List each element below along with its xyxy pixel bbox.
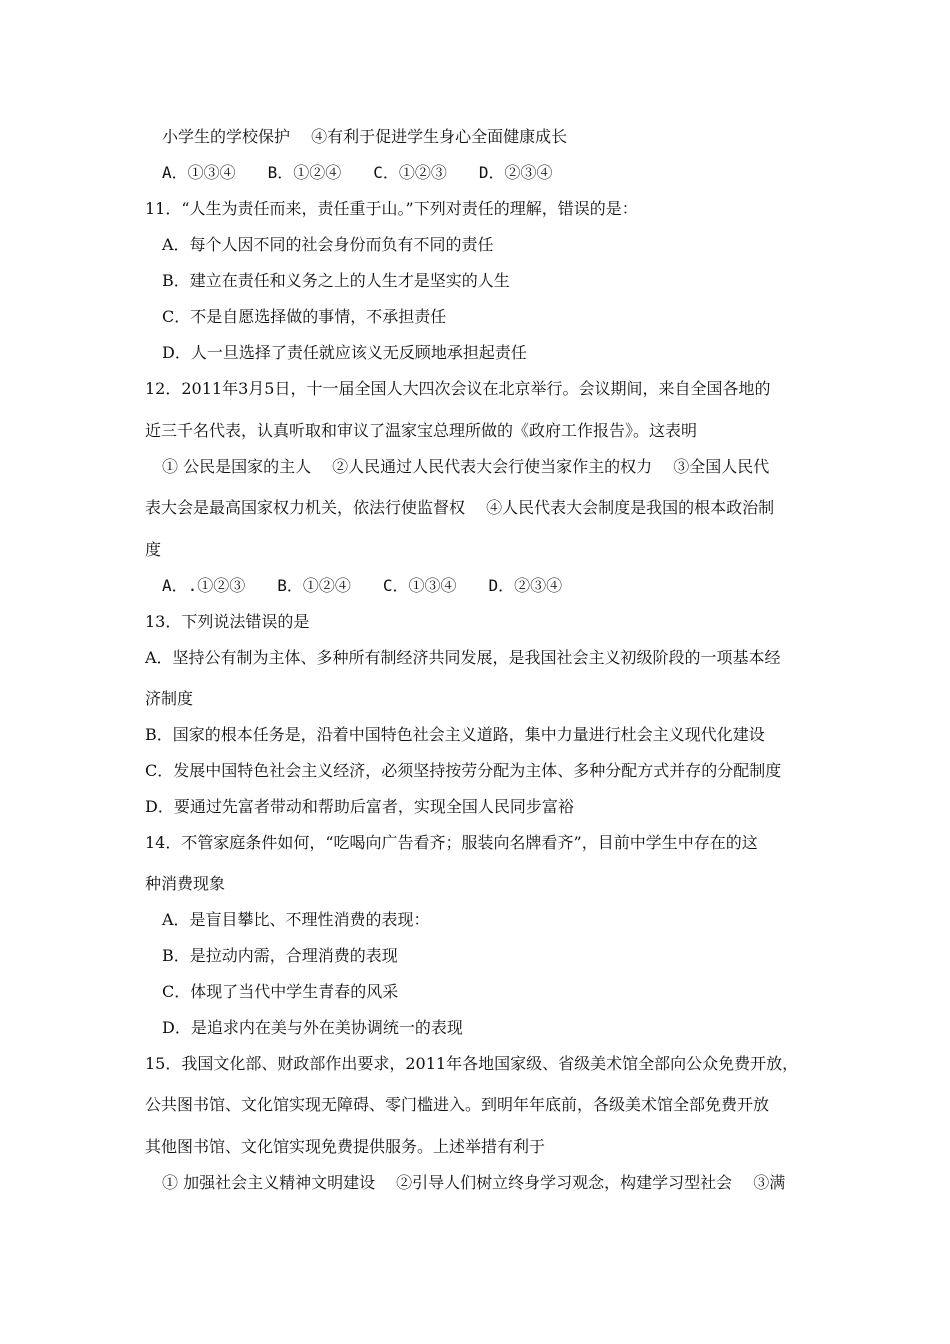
q13-option-b: B．国家的根本任务是，沿着中国特色社会主义道路，集中力量进行杜会主义现代化建设 [145,725,765,744]
q12-answer-choices: A．.①②③ B．①②④ C．①③④ D．②③④ [162,576,563,595]
q11-option-a: A．每个人因不同的社会身份而负有不同的责任 [162,235,494,254]
q13-option-c: C．发展中国特色社会主义经济，必须坚持按劳分配为主体、多种分配方式并存的分配制度 [145,761,782,780]
q15-items-line1: ① 加强社会主义精神文明建设 ②引导人们树立终身学习观念，构建学习型社会 ③满 [162,1173,786,1192]
q12-items-line2: 表大会是最高国家权力机关，依法行使监督权 ④人民代表大会制度是我国的根本政治制 [145,498,775,517]
q11-option-d: D．人一旦选择了责任就应该义无反顾地承担起责任 [162,343,527,362]
q14-option-b: B．是拉动内需，合理消费的表现 [162,946,398,965]
q15-stem-line3: 其他图书馆、文化馆实现免费提供服务。上述举措有利于 [145,1137,546,1156]
q14-option-a: A．是盲目攀比、不理性消费的表现： [162,910,430,929]
q13-stem: 13．下列说法错误的是 [145,612,310,631]
q12-stem-line2: 近三千名代表，认真听取和审议了温家宝总理所做的《政府工作报告》。这表明 [145,421,698,440]
q12-stem-line1: 12．2011年3月5日，十一届全国人大四次会议在北京举行。会议期间，来自全国各地的 [145,379,771,398]
q13-option-a-line2: 济制度 [145,689,194,708]
q13-option-d: D．要通过先富者带动和帮助后富者，实现全国人民同步富裕 [145,797,574,816]
q12-items-line3: 度 [145,540,162,559]
q14-stem-line1: 14．不管家庭条件如何，“吃喝向广告看齐；服装向名牌看齐”，目前中学生中存在的这 [145,833,758,852]
q10-option-text: 小学生的学校保护 ④有利于促进学生身心全面健康成长 [162,127,568,146]
q15-stem-line1: 15．我国文化部、财政部作出要求，2011年各地国家级、省级美术馆全部向公众免费开放， [145,1054,799,1073]
q14-option-c: C．体现了当代中学生青春的风采 [162,982,399,1001]
q15-stem-line2: 公共图书馆、文化馆实现无障碍、零门槛进入。到明年年底前，各级美术馆全部免费开放 [145,1095,770,1114]
q13-option-a-line1: A．坚持公有制为主体、多种所有制经济共同发展，是我国社会主义初级阶段的一项基本经 [145,648,781,667]
q11-stem: 11．“人生为责任而来，责任重于山。”下列对责任的理解，错误的是： [145,199,638,218]
q10-answer-choices: A．①③④ B．①②④ C．①②③ D．②③④ [162,163,553,182]
q11-option-c: C．不是自愿选择做的事情，不承担责任 [162,307,447,326]
q14-stem-line2: 种消费现象 [145,874,226,893]
q12-items-line1: ① 公民是国家的主人 ②人民通过人民代表大会行使当家作主的权力 ③全国人民代 [162,457,770,476]
q14-option-d: D．是追求内在美与外在美协调统一的表现 [162,1018,463,1037]
q11-option-b: B．建立在责任和义务之上的人生才是坚实的人生 [162,271,510,290]
